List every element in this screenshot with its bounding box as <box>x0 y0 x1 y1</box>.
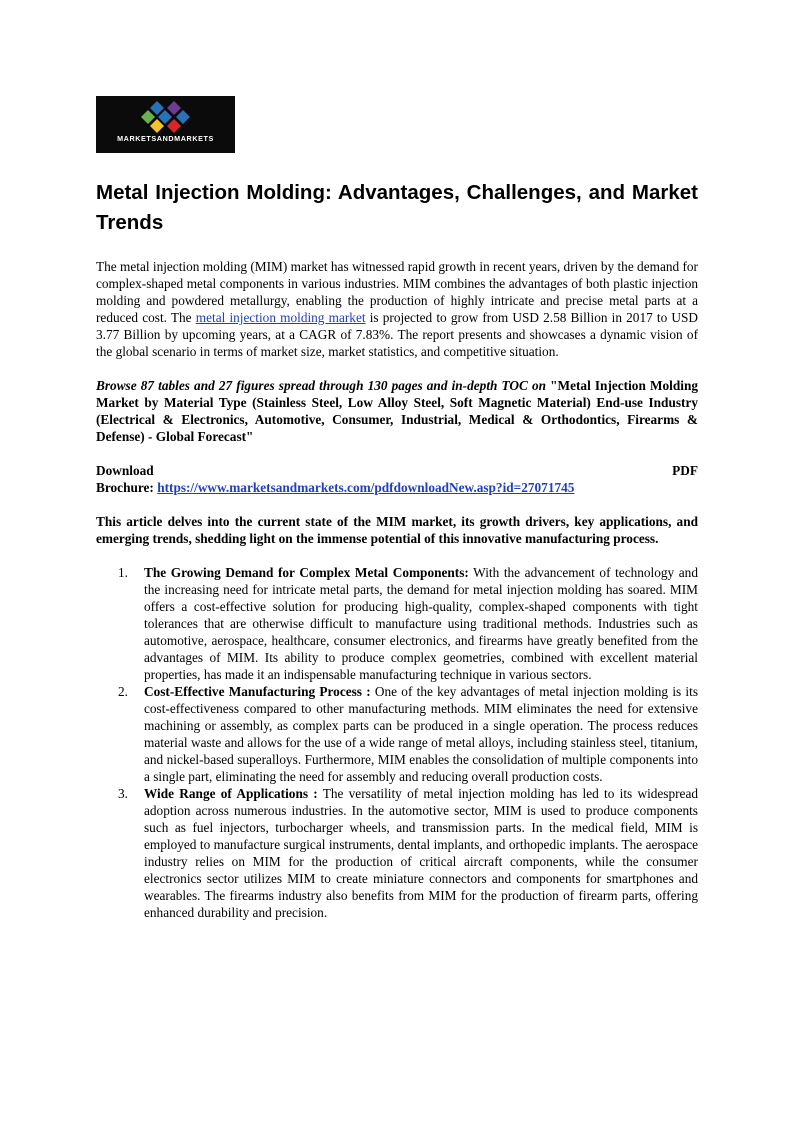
market-link[interactable]: metal injection molding market <box>195 310 366 325</box>
logo-diamond-blue-right <box>176 110 190 124</box>
list-item-number: 1. <box>118 565 128 580</box>
list-item-number: 2. <box>118 684 128 699</box>
list-item-number: 3. <box>118 786 128 801</box>
logo-diamond-red <box>167 119 181 133</box>
logo-diamond-yellow <box>150 119 164 133</box>
intro-text-before: The metal injection molding (MIM) market has witnessed rapid growth in recent years, driven by the demand for complex-shaped metal components in various industries. MIM combines the advantages of both plastic injection molding and powdered metallurgy, enabling the production of highly intricate and precise metal parts at a reduced cost. The <box>96 259 698 325</box>
brochure-link[interactable]: https://www.marketsandmarkets.com/pdfdownloadNew.asp?id=27071745 <box>157 480 575 495</box>
list-item-heading: Wide Range of Applications : <box>144 786 318 801</box>
logo-diamonds-icon <box>136 100 196 134</box>
logo-diamond-purple <box>167 101 181 115</box>
article-intro-paragraph: This article delves into the current state of the MIM market, its growth drivers, key applications, and emerging trends, shedding light on the immense potential of this innovative manufacturing process. <box>96 514 698 546</box>
list-item-heading: The Growing Demand for Complex Metal Components: <box>144 565 469 580</box>
logo-diamond-green <box>141 110 155 124</box>
list-item-heading: Cost-Effective Manufacturing Process : <box>144 684 371 699</box>
brochure-row <box>96 479 698 496</box>
brochure-label: Brochure: <box>96 480 158 495</box>
intro-text-after: is projected to grow from USD 2.58 Billion in 2017 to USD 3.77 Billion by upcoming years, at a CAGR of 7.83%. The report presents and showcases a dynamic vision of the global scenario in terms of market size, market statistics, and competitive situation. <box>96 310 699 359</box>
logo-text: MARKETSANDMARKETS <box>117 134 214 143</box>
logo-diamond-blue-center <box>158 110 172 124</box>
browse-paragraph <box>96 377 698 445</box>
pdf-label: PDF <box>672 463 698 478</box>
intro-paragraph <box>96 258 698 360</box>
download-label: Download <box>96 463 154 478</box>
key-points-list <box>96 564 698 921</box>
list-item <box>118 683 698 785</box>
list-item-body: With the advancement of technology and the increasing need for intricate metal parts, the demand for metal injection molding has soared. MIM offers a cost-effective solution for producing high-quality, complex-shaped components with tight tolerances that are otherwise difficult to manufacture using traditional methods. Industries such as automotive, aerospace, healthcare, consumer electronics, and firearms have greatly benefited from the advantages of MIM. Its ability to produce complex geometries, combined with excellent material properties, has made it an indispensable manufacturing technique in various sectors. <box>144 565 698 682</box>
article-body <box>96 258 698 921</box>
company-logo <box>96 96 235 153</box>
list-item <box>118 564 698 683</box>
list-item-body: The versatility of metal injection molding has led to its widespread adoption across numerous industries. In the automotive sector, MIM is used to produce components such as fuel injectors, turbocharger wheels, and transmission parts. In the medical field, MIM is employed to manufacture surgical instruments, dental implants, and orthopedic implants. The aerospace industry relies on MIM for the production of critical aircraft components, while the consumer electronics sector utilizes MIM to create miniature connectors and components for smartphones and wearables. The firearms industry also benefits from MIM for the production of firearm parts, offering enhanced durability and precision. <box>144 786 699 920</box>
report-title-text: "Metal Injection Molding Market by Material Type (Stainless Steel, Low Alloy Steel, Soft Magnetic Material) End-use Industry (Electrical & Electronics, Automotive, Consumer, Industrial, Medical & Orthodontics, Firearms & Defense) - Global Forecast" <box>96 378 698 444</box>
download-row <box>96 462 698 479</box>
browse-italic-text: Browse 87 tables and 27 figures spread through 130 pages and in-depth TOC on <box>96 378 551 393</box>
download-brochure <box>96 462 698 496</box>
list-item <box>118 785 699 921</box>
page-title: Metal Injection Molding: Advantages, Challenges, and Market Trends <box>96 181 698 234</box>
logo-diamond-blue <box>150 101 164 115</box>
list-item-body: One of the key advantages of metal injection molding is its cost-effectiveness compared to other manufacturing methods. MIM eliminates the need for extensive machining or assembly, as complex parts can be produced in a single operation. The process reduces material waste and allows for the use of a wide range of metal alloys, including stainless steel, titanium, and nickel-based superalloys. Furthermore, MIM enables the consolidation of multiple components into a single part, eliminating the need for assembly and reducing overall production costs. <box>144 684 698 784</box>
